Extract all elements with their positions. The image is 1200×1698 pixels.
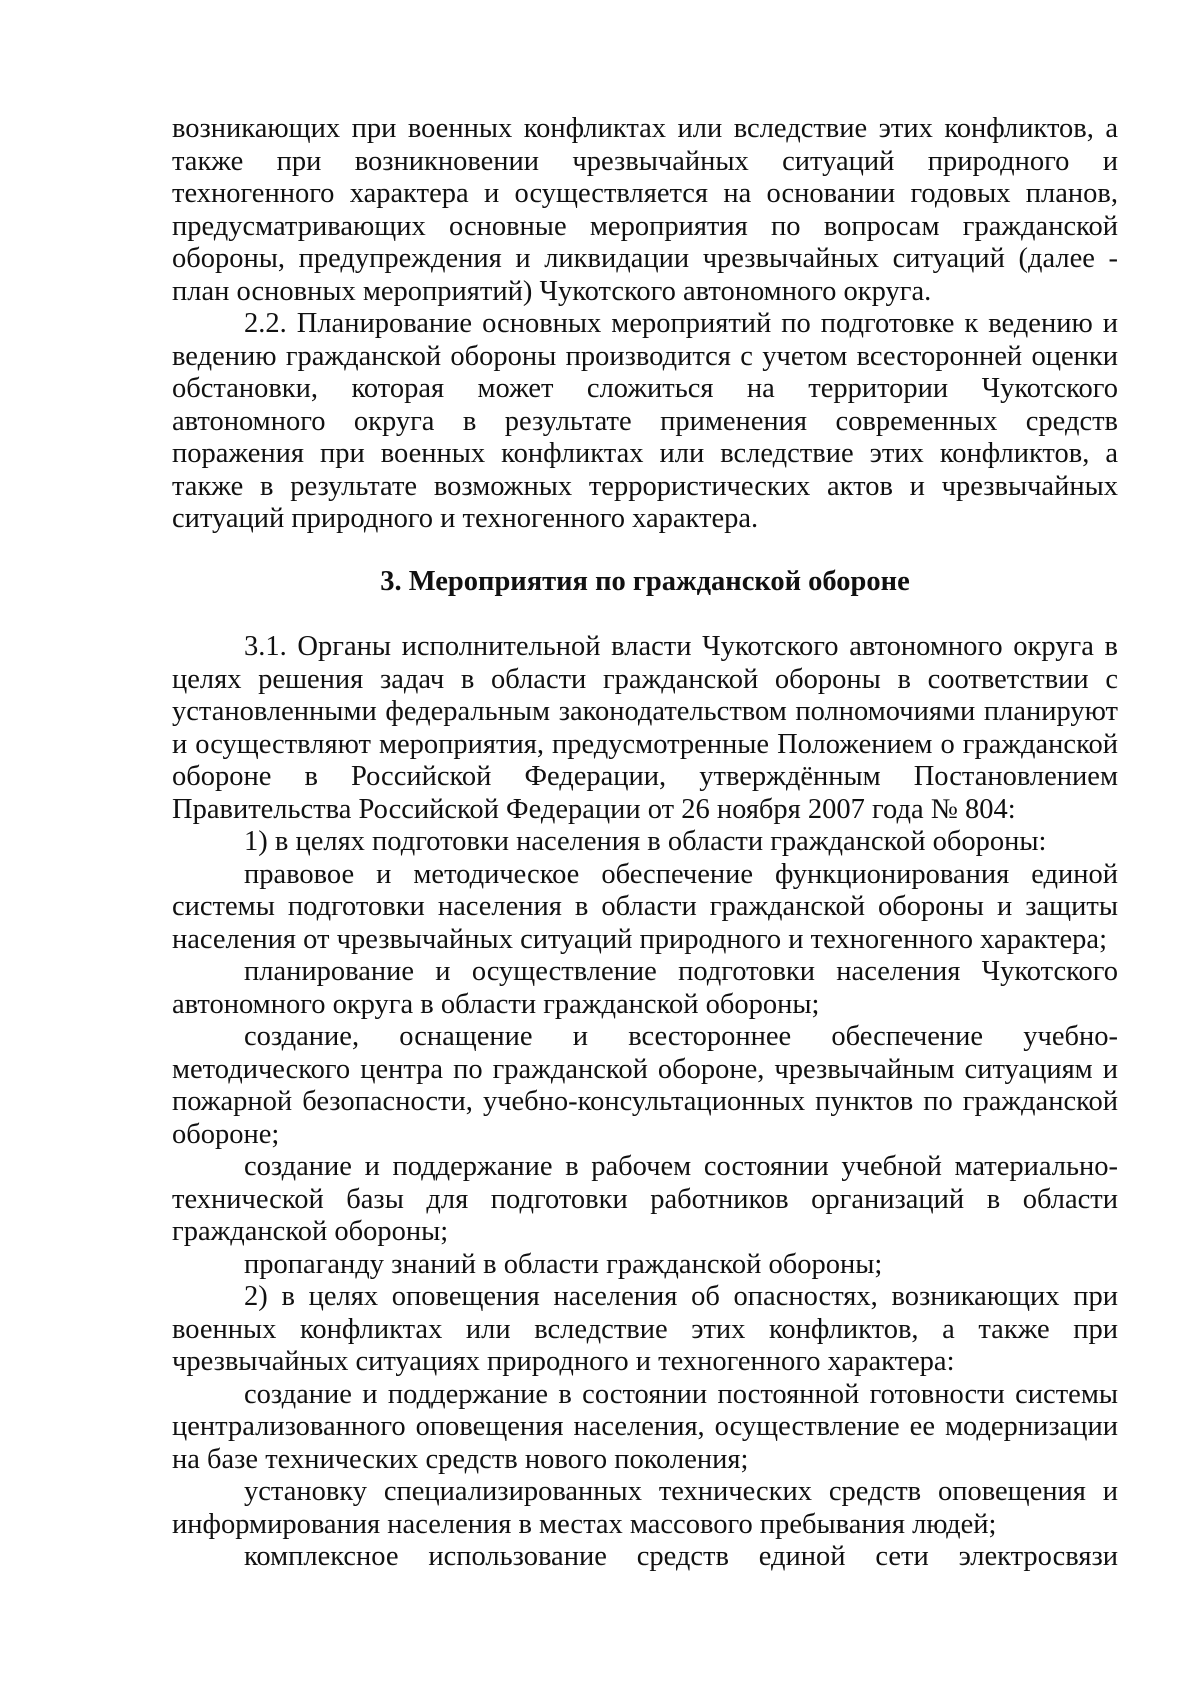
list-subitem-2-a: создание и поддержание в состоянии постоянной готовности системы централизованного оповещения населения, осуществление ее модернизации на базе технических средств нового поколения; xyxy=(172,1378,1118,1475)
list-item-1: 1) в целях подготовки населения в области гражданской обороны: xyxy=(244,826,1047,857)
list-subitem-2-c: комплексное использование средств единой сети электросвязи xyxy=(244,1541,1118,1572)
document-body xyxy=(172,113,1118,1574)
list-subitem-1-c: создание, оснащение и всестороннее обеспечение учебно-методического центра по гражданской обороне, чрезвычайным ситуациям и пожарной безопасности, учебно-консультационных пунктов по гражданской обороне; xyxy=(172,1021,1118,1150)
list-subitem-2-b: установку специализированных технических средств оповещения и информирования населения в местах массового пребывания людей; xyxy=(172,1476,1118,1540)
list-subitem-1-b: планирование и осуществление подготовки населения Чукотского автономного округа в области гражданской обороны; xyxy=(172,956,1118,1020)
paragraph-3-1: 3.1. Органы исполнительной власти Чукотского автономного округа в целях решения задач в области гражданской обороны в соответствии с установленными федеральным законодательством полномочиями планируют и осуществляют мероприятия, предусмотренные Положением о гражданской обороне в Российской Федерации, утверждённым Постановлением Правительства Российской Федерации от 26 ноября 2007 года № 804: xyxy=(172,631,1118,825)
list-subitem-1-e: пропаганду знаний в области гражданской обороны; xyxy=(244,1248,883,1280)
list-subitem-1-a: правовое и методическое обеспечение функционирования единой системы подготовки населения в области гражданской обороны и защиты населения от чрезвычайных ситуаций природного и техногенного характера; xyxy=(172,858,1118,955)
list-subitem-1-d: создание и поддержание в рабочем состоянии учебной материально-технической базы для подготовки работников организаций в области гражданской обороны; xyxy=(172,1151,1118,1247)
list-item-2: 2) в целях оповещения населения об опасностях, возникающих при военных конфликтах или вследствие этих конфликтов, а также при чрезвычайных ситуациях природного и техногенного характера: xyxy=(172,1281,1118,1377)
section-heading: 3. Мероприятия по гражданской обороне xyxy=(380,565,910,597)
paragraph-intro-continuation: возникающих при военных конфликтах или вследствие этих конфликтов, а также при возникновении чрезвычайных ситуаций природного и техногенного характера и осуществляется на основании годовых планов, предусматривающих основные мероприятия по вопросам гражданской обороны, предупреждения и ликвидации чрезвычайных ситуаций (далее - план основных мероприятий) Чукотского автономного округа. xyxy=(172,113,1118,307)
paragraph-2-2: 2.2. Планирование основных мероприятий по подготовке к ведению и ведению гражданской обороны производится с учетом всесторонней оценки обстановки, которая может сложиться на территории Чукотского автономного округа в результате применения современных средств поражения при военных конфликтах или вследствие этих конфликтов, а также в результате возможных террористических актов и чрезвычайных ситуаций природного и техногенного характера. xyxy=(172,308,1118,534)
